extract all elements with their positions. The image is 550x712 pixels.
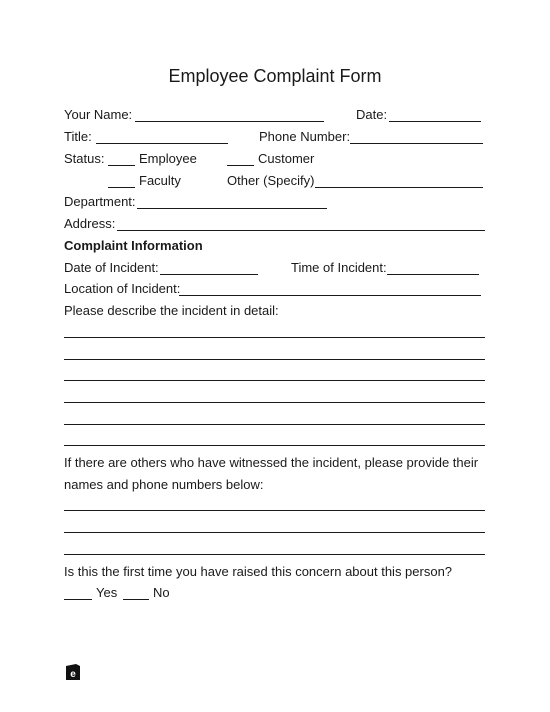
location-field[interactable] [179,295,481,296]
description-line[interactable] [64,337,485,338]
no-option-label: No [153,585,170,600]
date-of-incident-field[interactable] [160,274,258,275]
employee-option-label: Employee [139,151,197,166]
customer-option-label: Customer [258,151,315,166]
other-specify-label: Other (Specify) [227,173,315,188]
description-line[interactable] [64,424,485,425]
yes-checkbox-line[interactable] [64,599,92,600]
date-field[interactable] [389,121,481,122]
no-checkbox-line[interactable] [123,599,149,600]
complaint-info-heading: Complaint Information [64,238,203,253]
eforms-logo-icon [66,664,80,680]
your-name-field[interactable] [135,121,324,122]
faculty-option-label: Faculty [139,173,181,188]
witness-prompt-line2: names and phone numbers below: [64,477,264,492]
description-line[interactable] [64,402,485,403]
department-field[interactable] [137,208,327,209]
witness-prompt-line1: If there are others who have witnessed the incident, please provide their [64,455,479,470]
time-of-incident-field[interactable] [387,274,479,275]
title-field[interactable] [96,143,228,144]
location-label: Location of Incident: [64,281,181,296]
phone-number-field[interactable] [350,143,483,144]
other-specify-field[interactable] [315,187,483,188]
description-line[interactable] [64,380,485,381]
time-of-incident-label: Time of Incident: [291,260,387,275]
your-name-label: Your Name: [64,107,133,122]
witness-line[interactable] [64,532,485,533]
status-label: Status: [64,151,105,166]
department-label: Department: [64,194,136,209]
yes-option-label: Yes [96,585,118,600]
svg-text:e: e [70,669,76,680]
address-field[interactable] [117,230,485,231]
faculty-checkbox-line[interactable] [108,187,135,188]
witness-line[interactable] [64,510,485,511]
description-line[interactable] [64,359,485,360]
first-time-prompt: Is this the first time you have raised this concern about this person? [64,564,453,579]
date-label: Date: [356,107,388,122]
witness-line[interactable] [64,554,485,555]
address-label: Address: [64,216,116,231]
title-label: Title: [64,129,92,144]
form-title: Employee Complaint Form [168,66,382,86]
customer-checkbox-line[interactable] [227,165,254,166]
describe-prompt: Please describe the incident in detail: [64,303,279,318]
phone-number-label: Phone Number: [259,129,351,144]
description-line[interactable] [64,445,485,446]
date-of-incident-label: Date of Incident: [64,260,159,275]
employee-checkbox-line[interactable] [108,165,135,166]
